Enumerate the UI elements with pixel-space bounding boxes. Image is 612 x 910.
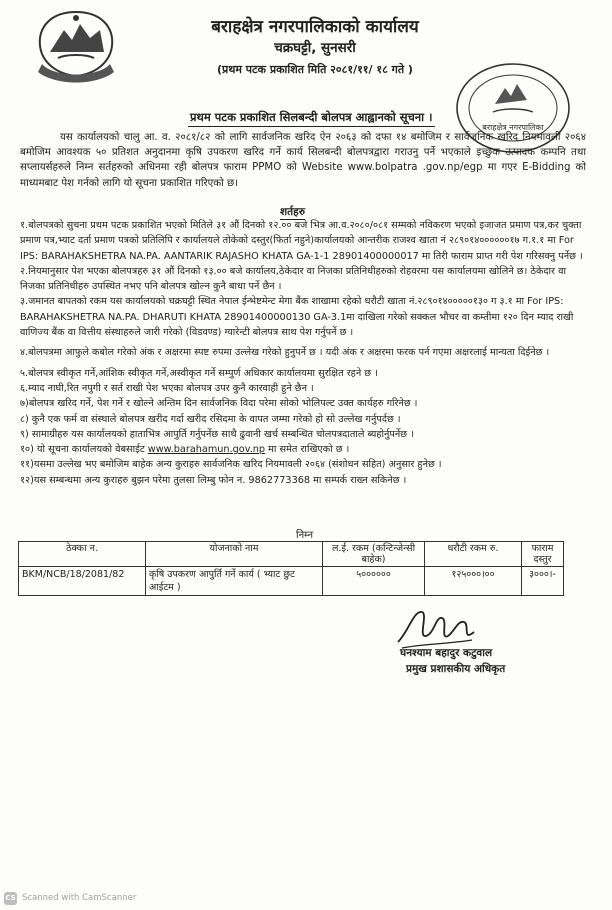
condition-7: ७)बोलपत्र खरिद गर्ने, पेश गर्ने र खोल्ने अन्तिम दिन सार्वजनिक विदा परेमा सोको भोलिपल्ट उक्त कार्यहरु गरिनेछ । [20,398,418,410]
condition-10-text: १०) यो सूचना कार्यालयको वेबसाईट [20,444,148,456]
col-deposit: धरौटी रकम रु. [425,542,522,567]
condition-10 [20,442,592,457]
signer-title: प्रमुख प्रशासकीय अधिकृत [406,663,506,675]
col-estimate: ल.ई. रकम (कन्टिन्जेन्सी बाहेक) [323,542,425,567]
condition-3: ३.जमानत बापतको रकम यस कार्यालयको चक्रघट्टी स्थित नेपाल ईन्भेष्टमेन्ट मेगा बैंक शाखामा रहेको धरौटी खाता नं.२८९०१४०००००१३० ग ३.१ मा For IPS: BARAHAKSHETRA NA.PA. DHARUTI KHATA 28901400000130 GA-3.1मा दाखिला गरेको सक्कल भौचर वा कम्तीमा १२० दिन म्याद राखी वाणिज्य बैंक वा वित्तीय संस्थाहरुले जारी गरेको (विडवण्ड) ग्यारेन्टी बोलपत्र साथ पेश गर्नुपर्ने छ । [20,296,574,339]
signer-name: घनश्याम बहादुर कटुवाल [400,647,493,659]
conditions-heading: शर्तहरु [280,206,305,218]
condition-5: ५.बोलपत्र स्वीकृत गर्ने,आंशिक स्वीकृत गर्ने,अस्वीकृत गर्ने सम्पुर्ण अधिकार कार्यालयमा सुरक्षित रहने छ । [20,367,378,379]
col-form-fee: फाराम दस्तुर [522,542,564,567]
condition-4: ४.बोलपत्रमा आफुले कबोल गरेको अंक र अक्षरमा स्पष्ट रुपमा उल्लेख गरेको हुनुपर्ने छ । यदी अंक र अक्षरमा फरक पर्न गएमा अक्षरलाई मान्यता दिईनेछ । [20,347,550,359]
tender-table [18,541,564,596]
condition-10-suffix: मा समेत राखिएको छ । [265,444,350,456]
cell-contract-no: BKM/NCB/18/2081/82 [19,567,146,596]
col-contract-no: ठेक्का न. [19,542,146,567]
conditions-list [20,218,592,488]
cell-estimate: ५०००००० [323,567,425,596]
condition-6: ६.म्याद नाघी,रित नपुगी र सर्त राखी पेश भएका बोलपत्र उपर कुनै कारवाही हुने छैन । [20,382,314,394]
cell-project-name: कृषि उपकरण आपुर्ति गर्ने कार्य ( भ्याट छुट आईटम ) [146,567,323,596]
condition-11: ११)यसमा उल्लेख भए बमोजिम बाहेक अन्य कुराहरु सार्वजनिक खरिद नियमावली २०६४ (संशोधन सहित) अनुसार हुनेछ । [20,459,442,471]
condition-1: १.बोलपत्रको सुचना प्रथम पटक प्रकाशित भएको मितिले ३१ औं दिनको १२.०० बजे भित्र आ.व.२०८०/०८१ सम्मको नविकरण भएको इजाजत प्रमाण पत्र,कर चुक्ता प्रमाण पत्र,भ्याट दर्ता प्रमाण पत्रको प्रतिलिपि र कार्यालयले तोकेको दस्तुर(फिर्ता नहुने)कार्यालयको आन्तरीक राजश्व खाता नं २८९०१४००००००१७ ग.१.१ मा For IPS: BARAHAKSHETRA NA.PA. AANTARIK RAJASHO KHATA GA-1-1 28901400000017 मा तिरी फाराम प्राप्त गरी पेश गरिसक्नु पर्नेछ । [20,220,583,262]
condition-12: १२)यस सम्बन्धमा अन्य कुराहरु बुझन परेमा तुलसा लिम्बु फोन न. 9862773368 मा सम्पर्क राख्न सकिनेछ । [20,474,407,486]
scanner-watermark: Scanned with CamScanner [22,893,137,903]
condition-2: २.नियमानुसार पेश भएका बोलपत्रहरु ३१ औं दिनको १३.०० बजे कार्यालय,ठेकेदार वा निजका प्रतिनिधीहरुको रोहवरमा यस कार्यालयमा खोलिने छ। ठेकेदार वा निजका प्रतिनिधीहरु उपस्थित नभए पनि बोलपत्र खोल्न कुनै बाधा पर्ने छैन । [20,265,566,293]
table-row [19,567,564,596]
col-project-name: योजनाको नाम [146,542,323,567]
table-header-row [19,542,564,567]
condition-9: ९) सामाग्रीहरु यस कार्यालयको हाताभित्र आपुर्ति गर्नुपर्नेछ साथै ढुवानी खर्च सम्बन्धित चोलपत्रदाताले ब्यहोर्नुपर्नेछ । [20,428,414,440]
office-name: बराहक्षेत्र नगरपालिकाको कार्यालय [211,17,419,37]
notice-title: प्रथम पटक प्रकाशित सिलबन्दी बोलपत्र आह्वानको सूचना । [188,110,435,127]
nepal-emblem-icon [30,6,122,84]
seal-text: बराहक्षेत्र नगरपालिका [482,123,544,132]
camscanner-icon: CS [4,892,17,905]
cell-form-fee: ३०००।- [522,567,564,596]
condition-8: ८) कुनै एक फर्म वा संस्थाले बोलपत्र खरीद गर्दा खरीद रसिदमा के वापत जम्मा गरेको हो सो उल्लेख गर्नुपर्दछ । [20,413,401,425]
table-intro: निम्न [296,530,314,541]
publication-date: (प्रथम पटक प्रकाशित मिति २०८१/११/ १८ गते ) [217,63,413,76]
cell-deposit: १२५०००।०० [425,567,522,596]
intro-paragraph: यस कार्यालयको चालु आ. व. २०८१/८२ को लागि सार्वजनिक खरिद ऐन २०६३ को दफा १४ बमोजिम र सार्वजनिक खरिद नियमावली २०६४ बमोजिम आवश्यक ५० प्रतिशत अनुदानमा कृषि उपकरण खरिद गर्ने कार्य सिलबन्दी बोलपत्रद्वारा गराउनु पर्ने भएकाले इच्छुक उत्पादक कम्पनि तथा सप्लायर्सहरुले निम्न सर्तहरुको अधिनमा रही बोलपत्र फाराम PPMO को Website www.bolpatra .gov.np/egp मा गएर E-Bidding को माध्यमबाट पेश गर्नको लागि यो सूचना प्रकाशित गरिएको छ। [20,132,586,189]
website-link[interactable]: www.barahamun.gov.np [147,444,266,456]
office-location: चक्रघट्टी, सुनसरी [274,40,356,56]
